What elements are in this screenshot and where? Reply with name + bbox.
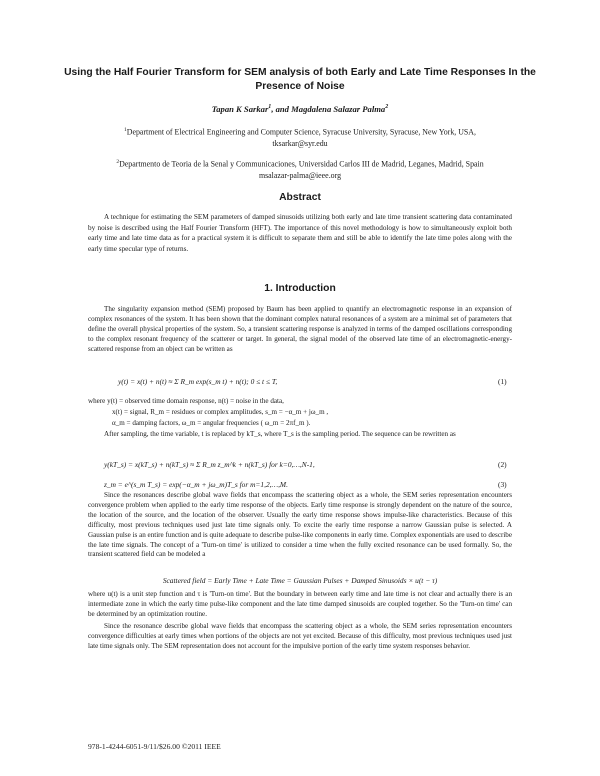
author-line — [60, 104, 540, 114]
author-1: Tapan K Sarkar — [211, 104, 269, 114]
paper-title: Using the Half Fourier Transform for SEM analysis of both Early and Late Time Responses In the Presence of Noise — [64, 67, 536, 92]
where-line-2: x(t) = signal, R_m = residues or complex amplitudes, s_m = −α_m + jω_m , — [112, 408, 329, 416]
equation-3: z_m = e^(s_m T_s) = exp(−α_m + jω_m)T_s for m=1,2,…,M. — [104, 480, 288, 489]
author-joiner: , and — [271, 104, 292, 114]
equation-2-number: (2) — [498, 460, 507, 469]
equation-1-number: (1) — [498, 377, 507, 386]
author-1-sup: 1 — [268, 104, 272, 111]
where-line-1: where y(t) = observed time domain response, n(t) = noise in the data, — [88, 397, 284, 405]
affiliation-2 — [60, 157, 540, 182]
equation-1: y(t) = x(t) + n(t) ≈ Σ R_m exp(s_m t) + n(t); 0 ≤ t ≤ T, — [118, 377, 278, 386]
affiliation-1 — [60, 125, 540, 150]
where-line-3: α_m = damping factors, ω_m = angular frequencies ( ω_m = 2πf_m ). — [112, 419, 311, 427]
equation-2: y(kT_s) = x(kT_s) + n(kT_s) ≈ Σ R_m z_m^k + n(kT_s) for k=0,…,N-1, — [104, 460, 315, 469]
affiliation-2-text: Departmento de Teoria de la Senal y Communicaciones, Universidad Carlos III de Madrid, Leganes, Madrid, Spain — [119, 159, 484, 169]
equation-4: Scattered field = Early Time + Late Time = Gaussian Pulses + Damped Sinusoids × u(t − τ) — [162, 576, 438, 585]
affiliation-1-sup: 1 — [124, 127, 127, 133]
introduction-heading: 1. Introduction — [264, 283, 336, 294]
intro-paragraph-1: The singularity expansion method (SEM) proposed by Baum has been applied to quantify an electromagnetic response in an expansion of complex resonances of the system. It has been shown that the dominant complex natural resonances of a system are a minimal set of parameters that define the overall physical properties of the system. So, a transient scattering response is analyzed in terms of the damped oscillations corresponding to the complex resonant frequency of the scatterer or target. In general, the signal model of the observed late time of an electromagnetic-energy-scattered response from an object can be written as — [88, 305, 512, 353]
affiliation-1-text: Department of Electrical Engineering and Computer Science, Syracuse University, Syracuse, New York, USA, — [126, 127, 476, 137]
affiliation-1-email: tksarkar@syr.edu — [272, 139, 328, 149]
affiliation-1-line1 — [60, 125, 540, 138]
intro-paragraph-2: After sampling, the time variable, t is replaced by kT_s, where T_s is the sampling period. The sequence can be rewritten as — [104, 430, 456, 438]
footer-copyright: 978-1-4244-6051-9/11/$26.00 ©2011 IEEE — [88, 742, 221, 751]
abstract-heading: Abstract — [279, 192, 321, 203]
affiliation-2-email: msalazar-palma@ieee.org — [258, 171, 342, 181]
intro-paragraph-4: where u(t) is a unit step function and τ is 'Turn-on time'. But the boundary in between early time and late time is not clear and actually there is an intermediate zone in which the early time pulse-like component and the late time damped sinusoids are coupled together. So the 'Turn-on time' can be determined by an optimization routine. — [88, 590, 512, 618]
abstract-text: A technique for estimating the SEM parameters of damped sinusoids utilizing both early and late time transient scattering data contaminated by noise is described using the Half Fourier Transform (HFT). The importance of this novel methodology is how to simultaneously exploit both early time and late time data as for a practical system it is difficult to separate them and still be able to identify the late time poles along with the early time specular type of returns. — [88, 213, 512, 253]
affiliation-2-sup: 2 — [116, 159, 120, 165]
intro-paragraph-3: Since the resonances describe global wave fields that encompass the scattering object as a whole, the SEM series representation encounters convergence problem when applied to the early time response of the objects. Early time response is strongly dependent on the nature of the source, the location of the source, and the location of the observer. Usually the early time response shows impulse-like characteristics. Because of this difficulty, most previous techniques used just late time signals only. To excite the early time response a narrow Gaussian pulse is selected. A Gaussian pulse is an entire function and is quite adequate to describe pulse-like components in early time. Complex exponentials are used to describe the late time signals. The concept of a 'Turn-on time' is utilized to consider a time when the fully excited resonance can be used formally. So, the transient scattered field can be modeled a — [88, 491, 512, 559]
author-2: Magdalena Salazar Palma — [291, 104, 386, 114]
equation-3-number: (3) — [498, 480, 507, 489]
author-2-sup: 2 — [385, 104, 389, 111]
intro-paragraph-5: Since the resonance describe global wave fields that encompass the scattering object as a whole, the SEM series representation encounters convergence difficulties at early times when portions of the objects are not yet excited. Because of this difficulty, most previous techniques used just late time signals only. The SEM representation does not account for the impulsive portion of the early time system responses behavior. — [88, 622, 512, 650]
affiliation-2-line1 — [60, 157, 540, 170]
